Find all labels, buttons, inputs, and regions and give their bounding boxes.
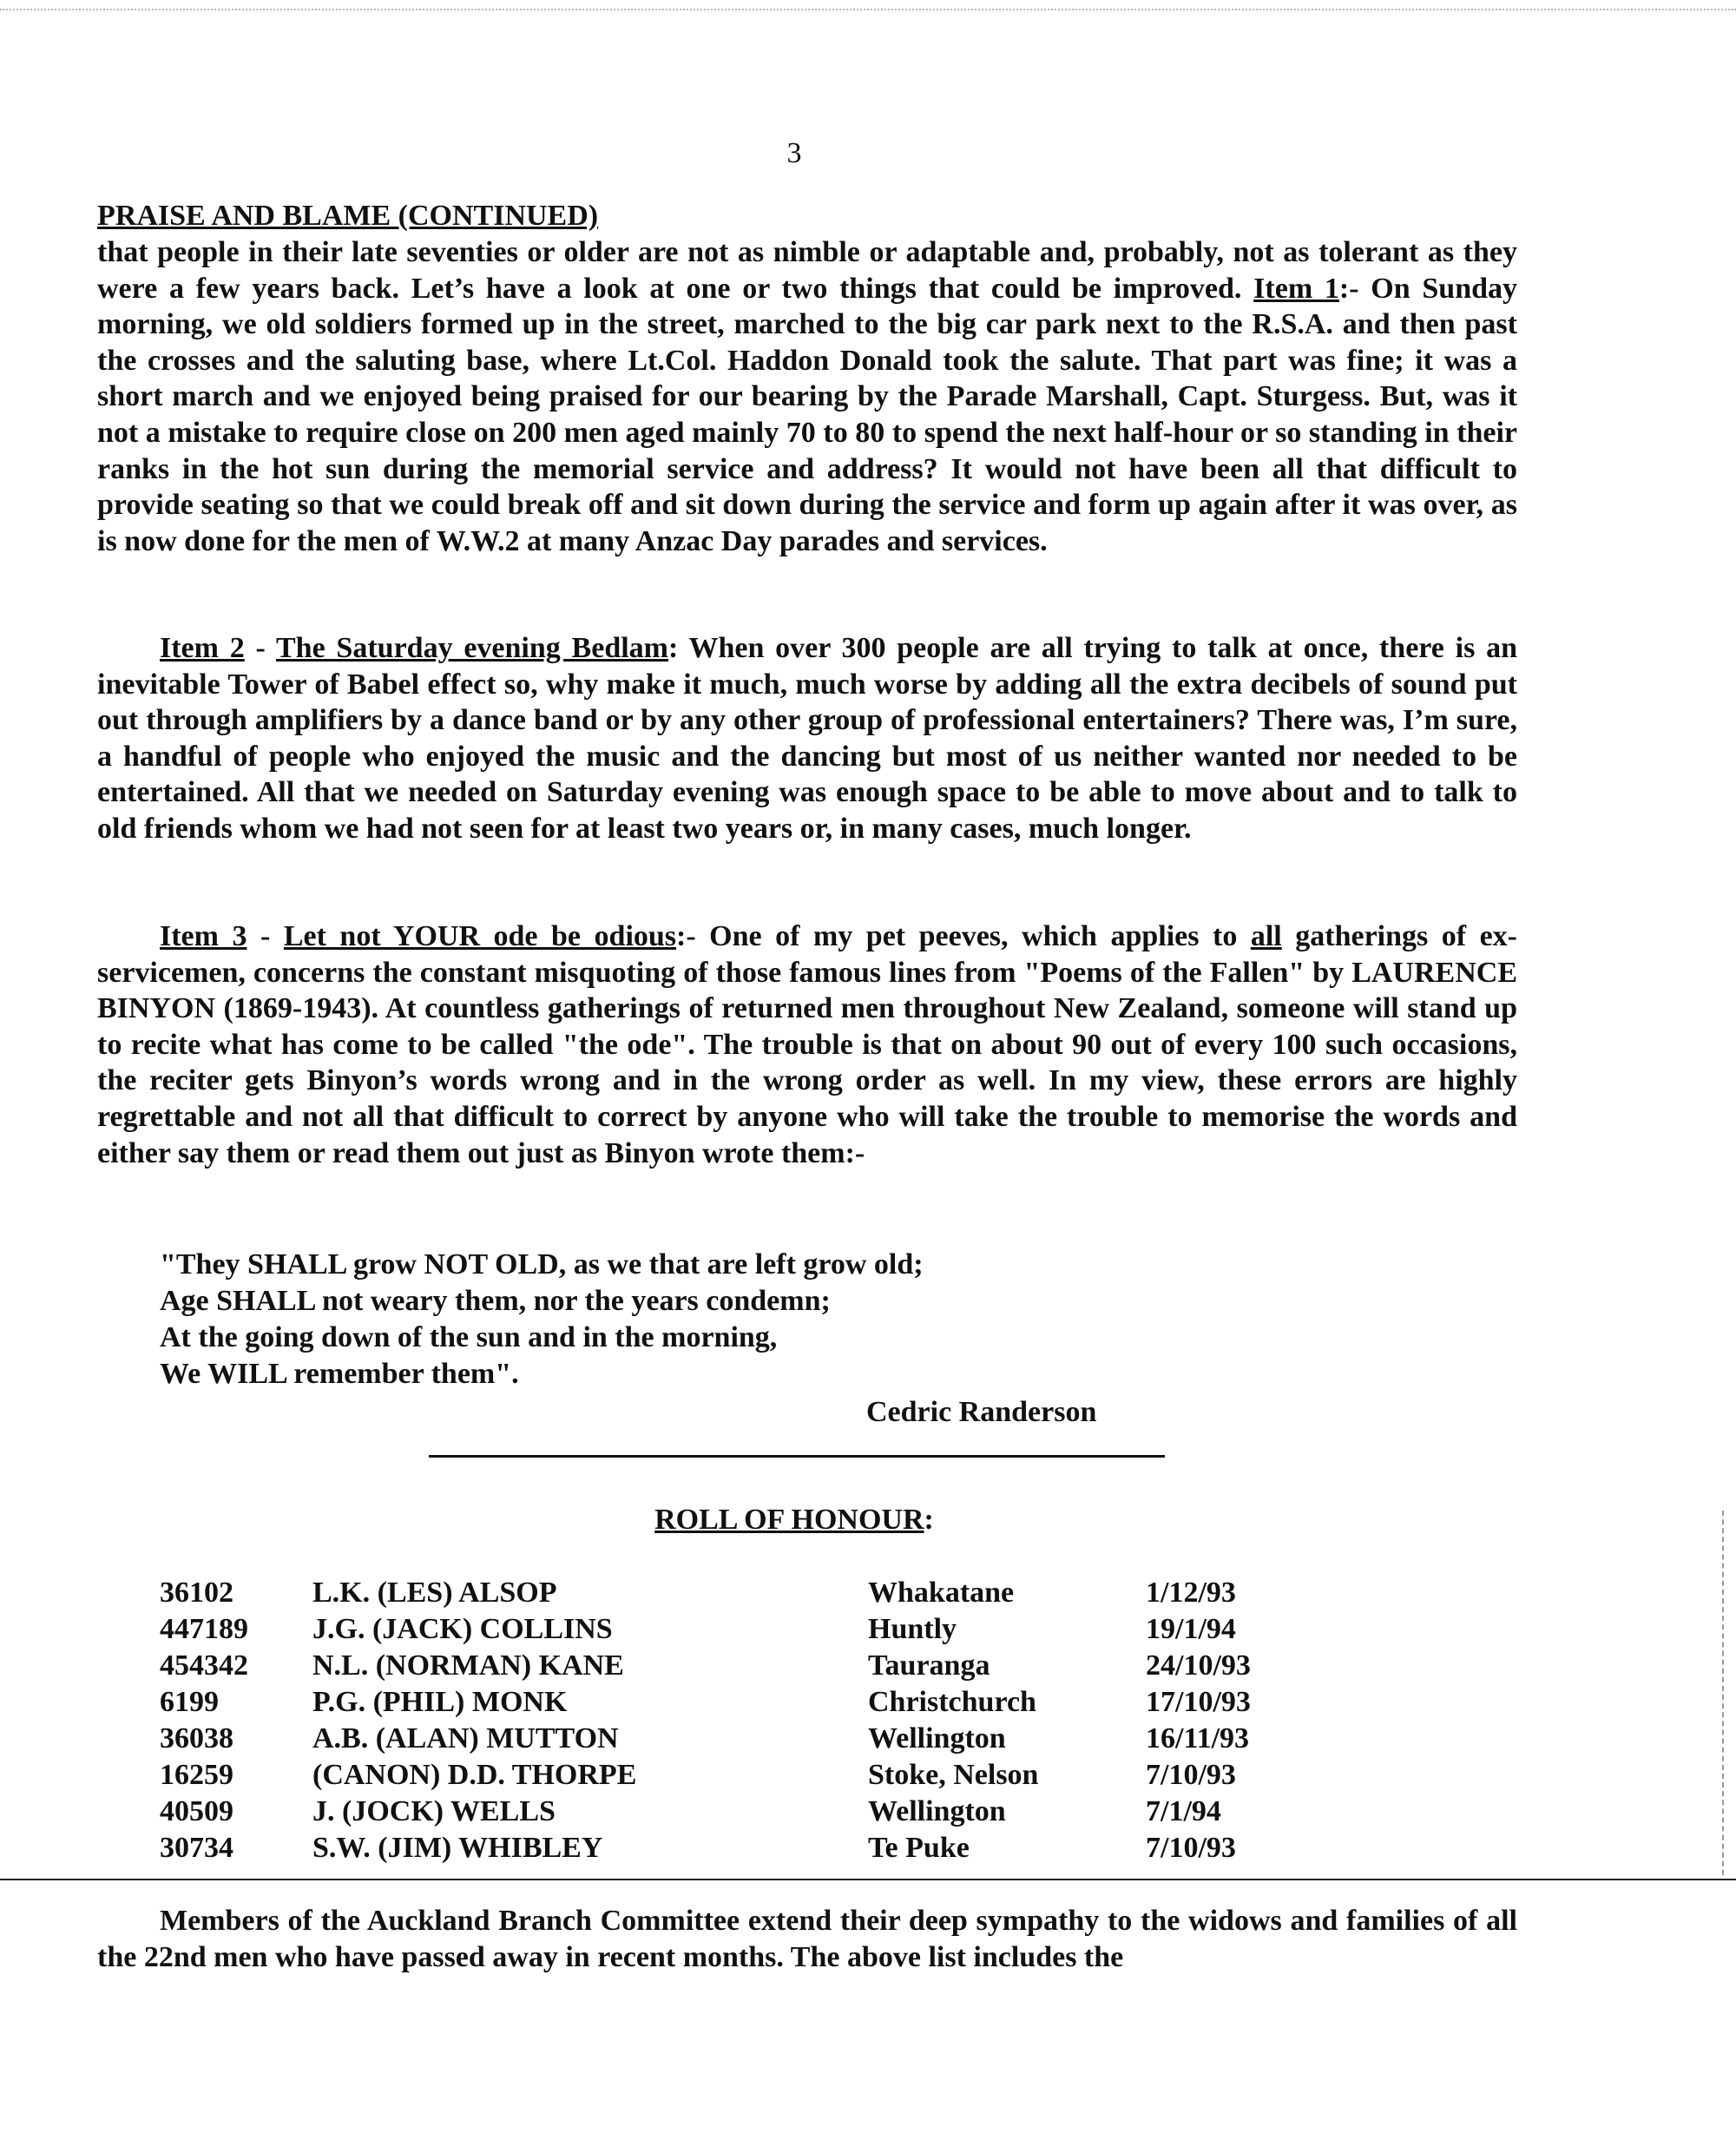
item-2-title: The Saturday evening Bedlam xyxy=(275,632,668,664)
section-heading: PRAISE AND BLAME (CONTINUED) xyxy=(97,200,599,232)
member-name: N.L. (NORMAN) KANE xyxy=(312,1649,624,1682)
item-1-label: Item 1 xyxy=(1253,272,1339,305)
item-3-title: Let not YOUR ode be odious xyxy=(283,920,677,952)
member-place: Whakatane xyxy=(868,1577,1015,1609)
para1-intro: that people in their late seventies or older are not as nimble or adaptable and, probably, not as tolerant as they were a few years back. Let’s have a look at one or two things that could be improved. xyxy=(97,236,1517,305)
section-divider xyxy=(429,1455,1165,1458)
service-number: 30734 xyxy=(160,1832,233,1864)
ode-line: "They SHALL grow NOT OLD, as we that are left grow old; xyxy=(160,1248,924,1280)
service-number: 447189 xyxy=(160,1613,248,1645)
author-signature: Cedric Randerson xyxy=(866,1396,1097,1428)
member-name: L.K. (LES) ALSOP xyxy=(312,1577,557,1609)
ode-line: At the going down of the sun and in the morning, xyxy=(160,1321,778,1353)
item-2-label: Item 2 xyxy=(160,632,245,664)
service-number: 6199 xyxy=(160,1686,219,1718)
date-of-death: 1/12/93 xyxy=(1146,1577,1236,1609)
paragraph-item-2: Item 2 - The Saturday evening Bedlam: When over 300 people are all trying to talk at once, there is an inevitable Tower of Babel effect so, why make it much, much worse by adding all the extra decibels of sound put out through amplifiers by a dance band or by any other group of professional entertainers? There was, I’m sure, a handful of people who enjoyed the music and the dancing but most of us neither wanted nor needed to be entertained. All that we needed on Saturday evening was enough space to be able to move about and to talk to old friends whom we had not seen for at least two years or, in many cases, much longer. xyxy=(97,632,1517,845)
member-place: Stoke, Nelson xyxy=(868,1759,1039,1791)
emphasis-all: all xyxy=(1250,920,1282,952)
para1-body: :- On Sunday morning, we old soldiers formed up in the street, marched to the big car park next to the R.S.A. and then past the crosses and the saluting base, where Lt.Col. Haddon Donald took the salute. That part was fine; it was a short march and we enjoyed being praised for our bearing by the Parade Marshall, Capt. Sturgess. But, was it not a mistake to require close on 200 men aged mainly 70 to 80 to spend the next half-hour or so standing in their ranks in the hot sun during the memorial service and address? It would not have been all that difficult to provide seating so that we could break off and sit down during the service and form up again after it was over, as is now done for the men of W.W.2 at many Anzac Day parades and services. xyxy=(97,272,1518,557)
member-place: Christchurch xyxy=(868,1686,1036,1718)
member-place: Wellington xyxy=(868,1795,1006,1827)
member-place: Tauranga xyxy=(868,1649,990,1682)
member-place: Huntly xyxy=(868,1613,957,1645)
date-of-death: 16/11/93 xyxy=(1146,1722,1250,1754)
service-number: 16259 xyxy=(160,1759,233,1791)
date-of-death: 7/10/93 xyxy=(1146,1832,1236,1864)
date-of-death: 17/10/93 xyxy=(1146,1686,1251,1718)
member-name: J. (JOCK) WELLS xyxy=(312,1795,556,1827)
bottom-divider xyxy=(0,1879,1736,1880)
item-3-label: Item 3 xyxy=(160,920,247,952)
service-number: 40509 xyxy=(160,1795,233,1827)
member-place: Te Puke xyxy=(868,1832,970,1864)
paragraph-item-1 xyxy=(97,234,1517,559)
page-number: 3 xyxy=(786,137,802,169)
service-number: 454342 xyxy=(160,1649,248,1682)
member-name: S.W. (JIM) WHIBLEY xyxy=(312,1832,603,1864)
closing-paragraph: Members of the Auckland Branch Committee extend their deep sympathy to the widows and families of all the 22nd men who have passed away in recent months. The above list includes the xyxy=(97,1905,1517,1973)
top-scan-border xyxy=(0,9,1736,10)
ode-line: We WILL remember them". xyxy=(160,1358,519,1390)
date-of-death: 7/10/93 xyxy=(1146,1759,1236,1791)
date-of-death: 24/10/93 xyxy=(1146,1649,1251,1682)
paragraph-item-3: Item 3 - Let not YOUR ode be odious:- One of my pet peeves, which applies to all gatherings of ex-servicemen, concerns the constant misquoting of those famous lines from "Poems of the Fallen" by LAURENCE BINYON (1869-1943). At countless gatherings of returned men throughout New Zealand, someone will stand up to recite what has come to be called "the ode". The trouble is that on about 90 out of every 100 such occasions, the reciter gets Binyon’s words wrong and in the wrong order as well. In my view, these errors are highly regrettable and not all that difficult to correct by anyone who will take the trouble to memorise the words and either say them or read them out just as Binyon wrote them:- xyxy=(97,920,1517,1169)
service-number: 36102 xyxy=(160,1577,233,1609)
member-name: P.G. (PHIL) MONK xyxy=(312,1686,568,1718)
member-name: (CANON) D.D. THORPE xyxy=(312,1759,637,1791)
member-name: J.G. (JACK) COLLINS xyxy=(312,1613,613,1645)
roll-of-honour-heading: ROLL OF HONOUR: xyxy=(654,1504,934,1536)
date-of-death: 19/1/94 xyxy=(1146,1613,1236,1645)
service-number: 36038 xyxy=(160,1722,233,1754)
para2-body: : When over 300 people are all trying to talk at once, there is an inevitable Tower of Babel effect so, why make it much, much worse by adding all the extra decibels of sound put out through amplifiers by a dance band or by any other group of professional entertainers? There was, I’m sure, a handful of people who enjoyed the music and the dancing but most of us neither wanted nor needed to be entertained. All that we needed on Saturday evening was enough space to be able to move about and to talk to old friends whom we had not seen for at least two years or, in many cases, much longer. xyxy=(97,632,1517,845)
scan-edge-marks xyxy=(1717,1511,1724,1875)
ode-quote xyxy=(160,1247,924,1392)
member-name: A.B. (ALAN) MUTTON xyxy=(312,1722,619,1754)
para3-body: gatherings of ex-servicemen, concerns the constant misquoting of those famous lines from "Poems of the Fallen" by LAURENCE BINYON (1869-1943). At countless gatherings of returned men throughout New Zealand, someone will stand up to recite what has come to be called "the ode". The trouble is that on about 90 out of every 100 such occasions, the reciter gets Binyon’s words wrong and in the wrong order as well. In my view, these errors are highly regrettable and not all that difficult to correct by anyone who will take the trouble to memorise the words and either say them or read them out just as Binyon wrote them:- xyxy=(97,920,1517,1169)
date-of-death: 7/1/94 xyxy=(1146,1795,1221,1827)
ode-line: Age SHALL not weary them, nor the years condemn; xyxy=(160,1285,831,1317)
member-place: Wellington xyxy=(868,1722,1006,1754)
